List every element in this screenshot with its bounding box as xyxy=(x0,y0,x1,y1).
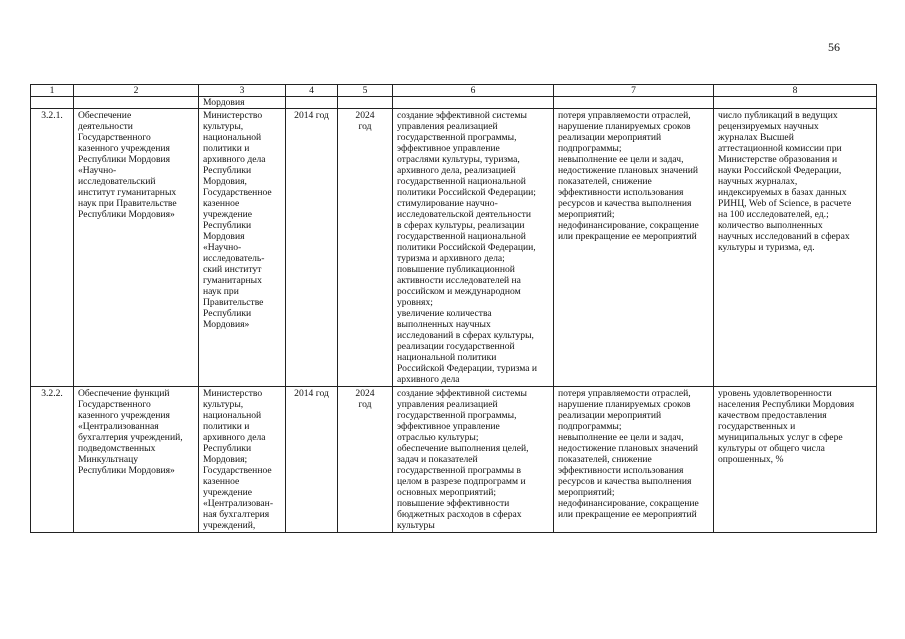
measure-name xyxy=(74,109,199,387)
cell-line: культуры от общего числа xyxy=(718,443,825,454)
cell-line: эффективности использования xyxy=(558,465,684,476)
row-number: 3.2.2. xyxy=(31,387,74,533)
cell-line: подпрограммы; xyxy=(558,421,622,432)
table-row xyxy=(31,109,877,387)
cell-line: культуры xyxy=(397,520,435,531)
cell-line: РИНЦ, Web of Science, в расчете xyxy=(718,198,852,209)
cell-line: индексируемых в базах данных xyxy=(718,187,847,198)
column-header-5: 5 xyxy=(338,85,393,97)
cell-line: «Научно- xyxy=(203,242,242,253)
cell-line: количество выполненных xyxy=(718,220,823,231)
cell-line: казенное xyxy=(203,476,240,487)
cell-line: Мордовия» xyxy=(203,319,250,330)
cell-line: «Научно- xyxy=(78,165,117,176)
cell-line: повышение публикационной xyxy=(397,264,515,275)
cell-line: Министерство xyxy=(203,388,263,399)
cell-line: подведомственных xyxy=(78,443,156,454)
row-number: 3.2.1. xyxy=(31,109,74,387)
cell-line: целом в разрезе подпрограмм и xyxy=(397,476,526,487)
cell-line: недостижение плановых значений xyxy=(558,165,699,176)
measures-table xyxy=(30,84,877,533)
cell-line: исследовательский xyxy=(78,176,156,187)
cell-line: нарушение планируемых сроков xyxy=(558,121,691,132)
cell-line: политики и xyxy=(203,143,250,154)
cell-line: исследований в сферах культуры, xyxy=(397,330,534,341)
cell-line: невыполнение ее цели и задач, xyxy=(558,432,684,443)
cell-line: мероприятий; xyxy=(558,209,615,220)
cell-line: повышение эффективности xyxy=(397,498,510,509)
cell-line: или прекращение ее мероприятий xyxy=(558,509,697,520)
cell-line: национальной xyxy=(203,410,262,421)
cell-line: Республики Мордовия» xyxy=(78,209,175,220)
cell-line: число публикаций в ведущих xyxy=(718,110,838,121)
cell-line: науки Российской Федерации, xyxy=(718,165,842,176)
cell-line: институт гуманитарных xyxy=(78,187,177,198)
cell-line: создание эффективной системы xyxy=(397,388,527,399)
cell-line: Государственное xyxy=(203,187,272,198)
cell-line: Обеспечение функций xyxy=(78,388,170,399)
cell-line: наук при xyxy=(203,286,239,297)
cell-line: управления реализацией xyxy=(397,399,498,410)
cell-line: год xyxy=(358,121,372,132)
cell-line: Государственного xyxy=(78,132,151,143)
cell-line: культуры, xyxy=(203,121,244,132)
cell-line: гуманитарных xyxy=(203,275,262,286)
cell-line: Правительстве xyxy=(203,297,264,308)
cell-line: государственной программы, xyxy=(397,410,517,421)
cell-line: уровнях; xyxy=(397,297,433,308)
column-header-6: 6 xyxy=(393,85,554,97)
non-implementation-consequences xyxy=(554,387,714,533)
cell-line: туризма и архивного дела; xyxy=(397,253,505,264)
cell-line: основных мероприятий; xyxy=(397,487,497,498)
cell-line: показателей, снижение xyxy=(558,454,652,465)
cell-line: активности исследователей на xyxy=(397,275,521,286)
measure-name xyxy=(74,387,199,533)
cell-line: Мордовия, xyxy=(203,176,247,187)
cell-line: политики Российской Федерации, xyxy=(397,242,536,253)
cell-line: в сферах культуры, реализации xyxy=(397,220,525,231)
cell-line: задач и показателей xyxy=(397,454,478,465)
cell-line: недостижение плановых значений xyxy=(558,443,699,454)
cell-line: научных журналах, xyxy=(718,176,798,187)
related-indicators xyxy=(714,109,877,387)
cell-line: 2024 xyxy=(355,388,375,399)
cell-line: Министерство xyxy=(203,110,263,121)
cell-line: населения Республики Мордовия xyxy=(718,399,855,410)
page-number: 56 xyxy=(828,40,840,54)
cell-line: ресурсов и качества выполнения xyxy=(558,476,692,487)
column-header-8: 8 xyxy=(714,85,877,97)
end-year xyxy=(338,109,393,387)
cell-line: Республики xyxy=(203,220,252,231)
cell-line: обеспечение выполнения целей, xyxy=(397,443,529,454)
cell-line: уровень удовлетворенности xyxy=(718,388,832,399)
column-header-2: 2 xyxy=(74,85,199,97)
cell-line: Республики Мордовия xyxy=(78,154,171,165)
cell-line: качеством предоставления xyxy=(718,410,827,421)
cell-line: государственной программы, xyxy=(397,132,517,143)
cell-line: управления реализацией xyxy=(397,121,498,132)
cell-line: Государственного xyxy=(78,399,151,410)
column-header-4: 4 xyxy=(286,85,338,97)
cell-line: ресурсов и качества выполнения xyxy=(558,198,692,209)
cell-line: деятельности xyxy=(78,121,133,132)
cell-line: Республики xyxy=(203,165,252,176)
cell-line: учреждений, xyxy=(203,520,256,531)
cell-line: потеря управляемости отраслей, xyxy=(558,388,691,399)
cell-line: учреждение xyxy=(203,487,252,498)
column-header-7: 7 xyxy=(554,85,714,97)
continuation-executor: Мордовия xyxy=(199,97,286,109)
expected-result xyxy=(393,109,554,387)
related-indicators xyxy=(714,387,877,533)
cell-line: ский институт xyxy=(203,264,262,275)
cell-line: стимулирование научно- xyxy=(397,198,498,209)
cell-line: национальной политики xyxy=(397,352,497,363)
cell-line: аттестационной комиссии при xyxy=(718,143,842,154)
cell-line: показателей, снижение xyxy=(558,176,652,187)
cell-line: «Централизован- xyxy=(203,498,274,509)
cell-line: Минкультнацу xyxy=(78,454,139,465)
cell-line: архивного дела xyxy=(397,374,460,385)
cell-line: «Централизованная xyxy=(78,421,159,432)
column-number-row xyxy=(31,85,877,97)
cell-line: увеличение количества xyxy=(397,308,492,319)
cell-line: эффективности использования xyxy=(558,187,684,198)
cell-line: эффективное управление xyxy=(397,143,500,154)
cell-line: Российской Федерации, туризма и xyxy=(397,363,538,374)
cell-line: казенного учреждения xyxy=(78,143,170,154)
cell-line: отраслями культуры, туризма, xyxy=(397,154,520,165)
cell-line: мероприятий; xyxy=(558,487,615,498)
cell-line: казенное xyxy=(203,198,240,209)
cell-line: ная бухгалтерия xyxy=(203,509,270,520)
column-header-3: 3 xyxy=(199,85,286,97)
column-header-1: 1 xyxy=(31,85,74,97)
end-year xyxy=(338,387,393,533)
cell-line: журналах Высшей xyxy=(718,132,794,143)
cell-line: национальной xyxy=(203,132,262,143)
cell-line: Республики Мордовия» xyxy=(78,465,175,476)
cell-line: невыполнение ее цели и задач, xyxy=(558,154,684,165)
cell-line: Министерстве образования и xyxy=(718,154,838,165)
cell-line: исследовательской деятельности xyxy=(397,209,531,220)
expected-result xyxy=(393,387,554,533)
cell-line: архивного дела, реализацией xyxy=(397,165,516,176)
cell-line: опрошенных, % xyxy=(718,454,784,465)
cell-line: или прекращение ее мероприятий xyxy=(558,231,697,242)
cell-line: 2024 xyxy=(355,110,375,121)
cell-line: казенного учреждения xyxy=(78,410,170,421)
cell-line: бухгалтерия учреждений, xyxy=(78,432,183,443)
cell-line: учреждение xyxy=(203,209,252,220)
cell-line: рецензируемых научных xyxy=(718,121,819,132)
cell-line: бюджетных расходов в сферах xyxy=(397,509,522,520)
cell-line: нарушение планируемых сроков xyxy=(558,399,691,410)
cell-line: научных исследований в сферах xyxy=(718,231,850,242)
cell-line: Обеспечение xyxy=(78,110,132,121)
cell-line: политики Российской Федерации; xyxy=(397,187,536,198)
cell-line: культуры и туризма, ед. xyxy=(718,242,815,253)
cell-line: исследователь- xyxy=(203,253,265,264)
cell-line: на 100 исследователей, ед.; xyxy=(718,209,829,220)
cell-line: культуры, xyxy=(203,399,244,410)
cell-line: реализации государственной xyxy=(397,341,515,352)
cell-line: выполненных научных xyxy=(397,319,491,330)
cell-line: реализации мероприятий xyxy=(558,410,662,421)
cell-line: государственной национальной xyxy=(397,231,526,242)
cell-line: подпрограммы; xyxy=(558,143,622,154)
cell-line: Мордовия; xyxy=(203,454,248,465)
start-year: 2014 год xyxy=(286,109,338,387)
cell-line: архивного дела xyxy=(203,154,266,165)
cell-line: недофинансирование, сокращение xyxy=(558,220,699,231)
cell-line: реализации мероприятий xyxy=(558,132,662,143)
cell-line: создание эффективной системы xyxy=(397,110,527,121)
cell-line: муниципальных услуг в сфере xyxy=(718,432,843,443)
cell-line: год xyxy=(358,399,372,410)
cell-line: государственных и xyxy=(718,421,796,432)
cell-line: эффективное управление xyxy=(397,421,500,432)
continuation-row xyxy=(31,97,877,109)
cell-line: государственной программы в xyxy=(397,465,522,476)
cell-line: архивного дела xyxy=(203,432,266,443)
cell-line: Республики xyxy=(203,443,252,454)
cell-line: государственной национальной xyxy=(397,176,526,187)
executor xyxy=(199,109,286,387)
table-row xyxy=(31,387,877,533)
non-implementation-consequences xyxy=(554,109,714,387)
cell-line: недофинансирование, сокращение xyxy=(558,498,699,509)
cell-line: потеря управляемости отраслей, xyxy=(558,110,691,121)
executor xyxy=(199,387,286,533)
cell-line: Мордовия xyxy=(203,231,245,242)
cell-line: отраслью культуры; xyxy=(397,432,479,443)
cell-line: политики и xyxy=(203,421,250,432)
cell-line: Республики xyxy=(203,308,252,319)
cell-line: Государственное xyxy=(203,465,272,476)
start-year: 2014 год xyxy=(286,387,338,533)
cell-line: российском и международном xyxy=(397,286,521,297)
cell-line: наук при Правительстве xyxy=(78,198,177,209)
